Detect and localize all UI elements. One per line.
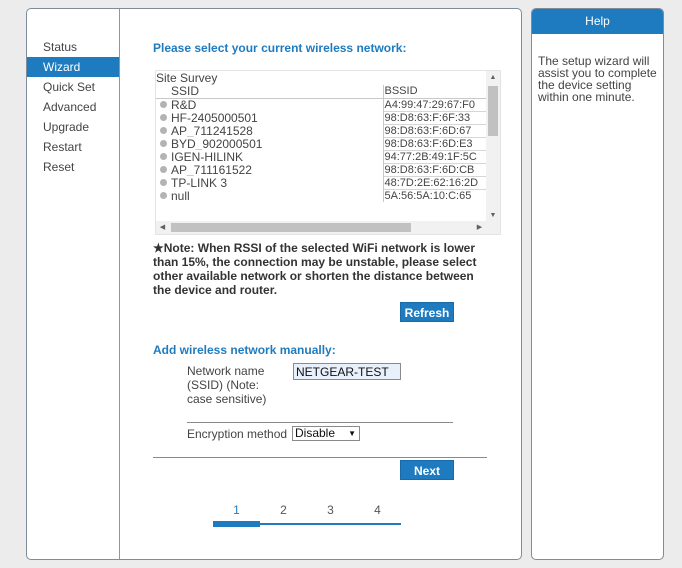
sidebar-item-restart[interactable]: Restart [43,140,82,154]
rssi-note: ★Note: When RSSI of the selected WiFi network is lower than 15%, the connection may be unstable, please select other available network or shorten the distance between the device and router. [153,241,477,297]
network-bssid: 98:D8:63:F:6F:33 [383,111,486,124]
sidebar-item-status[interactable]: Status [43,40,78,54]
network-radio[interactable] [160,166,167,173]
table-header-row [156,85,486,98]
network-radio[interactable] [160,101,167,108]
sidebar-nav [27,9,119,177]
scroll-up-icon[interactable]: ▲ [489,74,497,81]
bssid-column-header: BSSID [383,85,486,98]
network-row[interactable] [156,124,486,137]
manual-network-title: Add wireless network manually: [153,343,336,357]
scroll-left-icon[interactable]: ◀ [159,224,166,231]
network-ssid: HF-2405000501 [171,111,258,124]
step-2[interactable]: 2 [280,503,287,517]
network-ssid: IGEN-HILINK [171,150,244,163]
network-ssid: TP-LINK 3 [171,176,228,189]
step-progress [213,521,260,527]
chevron-down-icon: ▼ [348,429,356,438]
network-row[interactable] [156,111,486,124]
help-panel [531,8,664,560]
network-radio[interactable] [160,140,167,147]
network-bssid: 98:D8:63:F:6D:E3 [383,137,486,150]
step-3[interactable]: 3 [327,503,334,517]
network-radio[interactable] [160,127,167,134]
site-survey-list [155,70,501,235]
sidebar-item-quick-set[interactable]: Quick Set [43,80,96,94]
vertical-scrollbar[interactable] [486,71,500,222]
horizontal-scrollbar[interactable] [156,221,500,234]
network-bssid: 94:77:2B:49:1F:5C [383,150,486,163]
network-ssid: null [171,189,190,202]
sidebar-item-wizard[interactable]: Wizard [27,57,119,77]
network-bssid: 48:7D:2E:62:16:2D [383,176,486,189]
encryption-method-select[interactable] [292,426,360,441]
network-row[interactable] [156,163,486,176]
site-survey-table [156,85,486,202]
step-4[interactable]: 4 [374,503,381,517]
network-row[interactable] [156,98,486,111]
network-ssid: AP_711241528 [171,124,253,137]
network-radio[interactable] [160,114,167,121]
horizontal-scroll-thumb[interactable] [171,223,411,232]
network-ssid: AP_711161522 [171,163,252,176]
network-name-label: Network name (SSID) (Note: case sensitive) [187,364,267,406]
next-button[interactable]: Next [400,460,454,480]
refresh-button[interactable]: Refresh [400,302,454,322]
site-survey-caption: Site Survey [156,71,218,85]
network-bssid: 98:D8:63:F:6D:67 [383,124,486,137]
network-row[interactable] [156,137,486,150]
sidebar [27,9,120,559]
network-bssid: A4:99:47:29:67:F0 [383,98,486,111]
wizard-steps [213,501,401,525]
network-name-input[interactable] [293,363,401,380]
ssid-column-header: SSID [156,85,383,98]
network-radio[interactable] [160,192,167,199]
network-bssid: 5A:56:5A:10:C:65 [383,189,486,202]
vertical-scroll-thumb[interactable] [488,86,498,136]
network-bssid: 98:D8:63:F:6D:CB [383,163,486,176]
encryption-method-label: Encryption method [187,427,288,441]
network-ssid: R&D [171,98,197,111]
network-radio[interactable] [160,179,167,186]
scroll-right-icon[interactable]: ▶ [476,224,483,231]
help-title: Help [532,9,663,34]
wizard-content [121,9,521,559]
network-row[interactable] [156,176,486,189]
scroll-down-icon[interactable]: ▼ [489,212,497,219]
sidebar-item-reset[interactable]: Reset [43,160,75,174]
step-1[interactable]: 1 [233,503,240,517]
network-row[interactable] [156,150,486,163]
divider [153,457,487,458]
sidebar-item-upgrade[interactable]: Upgrade [43,120,90,134]
network-ssid: BYD_902000501 [171,137,263,150]
help-text: The setup wizard will assist you to complete the device setting within one minute. [538,54,657,104]
divider [187,422,453,423]
sidebar-item-advanced[interactable]: Advanced [43,100,97,114]
main-panel [26,8,522,560]
select-network-title: Please select your current wireless network: [153,41,407,55]
encryption-method-value: Disable [295,426,336,440]
network-radio[interactable] [160,153,167,160]
network-row[interactable] [156,189,486,202]
